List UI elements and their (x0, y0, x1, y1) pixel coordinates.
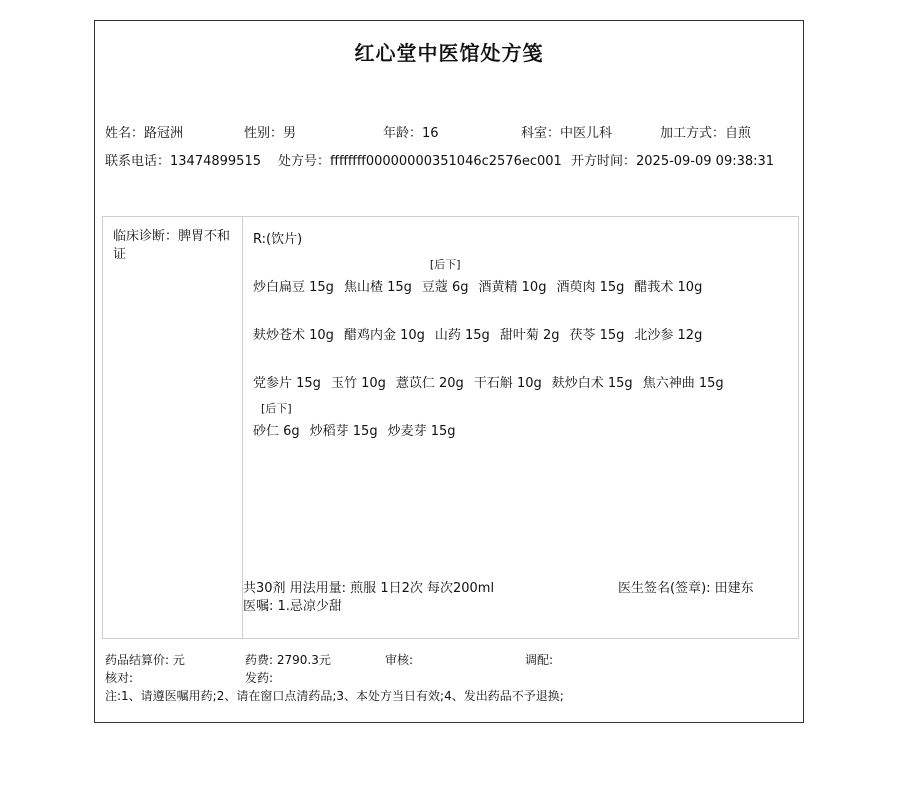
processing-method: 加工方式：自煎 (660, 126, 752, 141)
review-field: 审核: (385, 653, 414, 667)
herb-text: 北沙参 12g (634, 328, 703, 343)
doctor-signature: 医生签名(签章): 田建东 (618, 581, 754, 596)
herb-item (421, 258, 469, 296)
patient-name: 姓名：路冠洲 (105, 126, 184, 141)
herb-text: 炒白扁豆 15g (253, 280, 334, 295)
herb-item (634, 324, 702, 344)
herb-text: 炒稻芽 15g (309, 424, 378, 439)
medical-advice: 医嘱: 1.忌凉少甜 (243, 599, 342, 614)
herb-item (388, 420, 456, 440)
patient-department: 科室：中医儿科 (521, 126, 613, 141)
herb-item (253, 402, 300, 440)
herb-text: 酒萸肉 15g (556, 280, 625, 295)
herb-item (253, 372, 321, 392)
herb-text: 焦六神曲 15g (642, 376, 724, 391)
herb-text: 炒麦芽 15g (387, 424, 456, 439)
herb-row (253, 372, 734, 392)
patient-gender: 性别：男 (244, 126, 297, 141)
herb-text: 茯苓 15g (569, 328, 625, 343)
drug-fee: 药费: 2790.3元 (245, 653, 331, 667)
clinical-diagnosis: 临床诊断：脾胃不和证 (113, 229, 231, 262)
herb-item (435, 324, 490, 344)
herb-item (344, 276, 412, 296)
herb-item (310, 420, 378, 440)
herb-item (344, 324, 425, 344)
dispense-field: 调配: (525, 653, 554, 667)
herb-text: 麸炒苍术 10g (253, 328, 334, 343)
herb-item (253, 324, 334, 344)
herb-row (253, 258, 712, 296)
herb-item (500, 324, 560, 344)
herb-note: [后下] (261, 402, 292, 415)
footer-notes: 注:1、请遵医嘱用药;2、请在窗口点清药品;3、本处方当日有效;4、发出药品不予退换; (105, 689, 564, 703)
herb-text: 酒黄精 10g (478, 280, 547, 295)
herb-item (331, 372, 386, 392)
herb-text: 干石斛 10g (473, 376, 542, 391)
diagnosis-column (103, 217, 243, 638)
rx-label: R:(饮片) (253, 232, 303, 247)
page-title: 红心堂中医馆处方笺 (354, 41, 544, 65)
herb-item (569, 324, 624, 344)
herb-text: 薏苡仁 20g (395, 376, 464, 391)
prescription-number: 处方号：ffffffff00000000351046c2576ec001 (278, 154, 562, 169)
herb-text: 醋莪术 10g (634, 280, 703, 295)
herb-item (634, 276, 702, 296)
herb-row (253, 402, 466, 440)
herb-item (479, 276, 547, 296)
issue-field: 发药: (245, 671, 274, 685)
herb-text: 麸炒白术 15g (551, 376, 633, 391)
herb-item (474, 372, 542, 392)
prescription-time: 开方时间：2025-09-09 09:38:31 (571, 154, 775, 169)
herb-item (253, 276, 334, 296)
herb-text: 豆蔻 6g (421, 280, 469, 295)
herb-note: [后下] (429, 258, 461, 271)
herb-text: 甜叶菊 2g (499, 328, 560, 343)
herb-text: 山药 15g (434, 328, 490, 343)
herb-text: 醋鸡内金 10g (343, 328, 425, 343)
herb-item (552, 372, 633, 392)
herb-text: 玉竹 10g (330, 376, 386, 391)
herb-text: 砂仁 6g (253, 424, 300, 439)
dosage-instructions: 共30剂 用法用量: 煎服 1日2次 每次200ml (243, 581, 495, 596)
herb-item (396, 372, 464, 392)
herb-text: 党参片 15g (253, 376, 321, 391)
patient-age: 年龄：16 (383, 126, 439, 141)
herb-row (253, 324, 712, 344)
herb-item (556, 276, 624, 296)
check-field: 核对: (105, 671, 134, 685)
prescription-body (102, 216, 799, 639)
patient-phone: 联系电话：13474899515 (105, 154, 261, 169)
herb-text: 焦山楂 15g (343, 280, 412, 295)
herb-item (643, 372, 724, 392)
prescription-sheet (94, 20, 804, 723)
drug-settlement-price: 药品结算价: 元 (105, 653, 185, 667)
